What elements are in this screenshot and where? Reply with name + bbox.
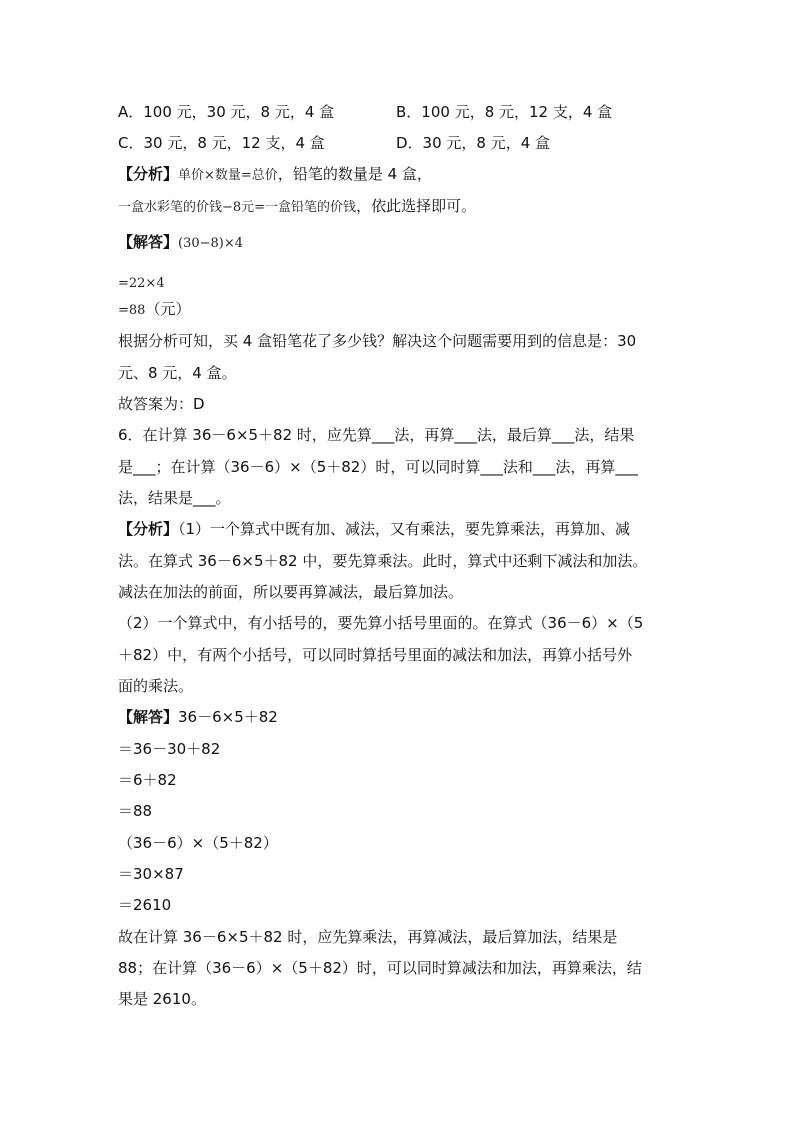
q5-analysis-line1 xyxy=(118,163,432,187)
q6-step-6: ＝2610 xyxy=(118,896,172,914)
step-unit: （元） xyxy=(145,300,191,318)
q6-step-2: ＝6＋82 xyxy=(118,771,177,789)
q6-step-3: ＝88 xyxy=(118,802,153,820)
q6-solution-line xyxy=(118,706,278,728)
analysis-text: ，铅笔的数量是 4 盒， xyxy=(277,165,432,183)
q5-step-1: =22×4 xyxy=(118,276,165,291)
q5-conclusion-line2: 元、8 元，4 盒。 xyxy=(118,364,237,382)
step-value: =88 xyxy=(118,303,146,318)
analysis-text: ，依此选择即可。 xyxy=(356,197,477,215)
q6-analysis-line6: 面的乘法。 xyxy=(118,677,194,695)
analysis-formula: 单价×数量=总价 xyxy=(178,168,278,183)
q6-analysis-line3: 减法在加法的前面，所以要再算减法，最后算加法。 xyxy=(118,583,464,601)
option-d: D．30 元，8 元，4 盒 xyxy=(396,134,551,152)
q6-step-1: ＝36－30＋82 xyxy=(118,740,221,758)
analysis-formula: 一盒水彩笔的价钱−8元=一盒铅笔的价钱 xyxy=(118,200,357,215)
solution-formula: (30−8)×4 xyxy=(178,236,244,251)
solution-tag: 【解答】 xyxy=(118,708,179,726)
option-b: B．100 元，8 元，12 支，4 盒 xyxy=(396,103,613,121)
q6-question-line2: 是___；在计算（36－6）×（5＋82）时，可以同时算___法和___法，再算___ xyxy=(118,458,638,476)
q6-step-4: （36－6）×（5＋82） xyxy=(118,834,278,852)
q5-conclusion-line1: 根据分析可知，买 4 盒铅笔花了多少钱？解决这个问题需要用到的信息是：30 xyxy=(118,332,637,350)
option-c: C．30 元，8 元，12 支，4 盒 xyxy=(118,134,325,152)
q6-question-line1: 6．在计算 36－6×5＋82 时，应先算___法，再算___法，最后算___法，结果 xyxy=(118,426,635,444)
analysis-text: （1）一个算式中既有加、减法，又有乘法，要先算乘法，再算加、减 xyxy=(178,520,631,538)
analysis-tag: 【分析】 xyxy=(118,520,179,538)
q6-analysis-line1 xyxy=(118,518,630,540)
q6-analysis-line2: 法。在算式 36－6×5＋82 中，要先算乘法。此时，算式中还剩下减法和加法。 xyxy=(118,552,648,570)
q6-final-line2: 88；在计算（36－6）×（5＋82）时，可以同时算减法和加法，再算乘法，结 xyxy=(118,959,642,977)
solution-tag: 【解答】 xyxy=(118,233,179,251)
q5-solution-line xyxy=(118,231,243,255)
q5-step-2 xyxy=(118,298,190,322)
q5-analysis-line2 xyxy=(118,195,476,219)
q5-answer: 故答案为：D xyxy=(118,395,205,413)
q6-question-line3: 法，结果是___。 xyxy=(118,489,231,507)
q6-final-line3: 果是 2610。 xyxy=(118,990,206,1008)
q6-final-line1: 故在计算 36－6×5＋82 时，应先算乘法，再算减法，最后算加法，结果是 xyxy=(118,928,618,946)
q6-analysis-line5: ＋82）中，有两个小括号，可以同时算括号里面的减法和加法，再算小括号外 xyxy=(118,646,633,664)
analysis-tag: 【分析】 xyxy=(118,165,179,183)
option-a: A．100 元，30 元，8 元，4 盒 xyxy=(118,103,335,121)
solution-head: 36－6×5＋82 xyxy=(178,708,278,726)
q6-step-5: ＝30×87 xyxy=(118,865,184,883)
q6-analysis-line4: （2）一个算式中，有小括号的，要先算小括号里面的。在算式（36－6）×（5 xyxy=(118,614,644,632)
